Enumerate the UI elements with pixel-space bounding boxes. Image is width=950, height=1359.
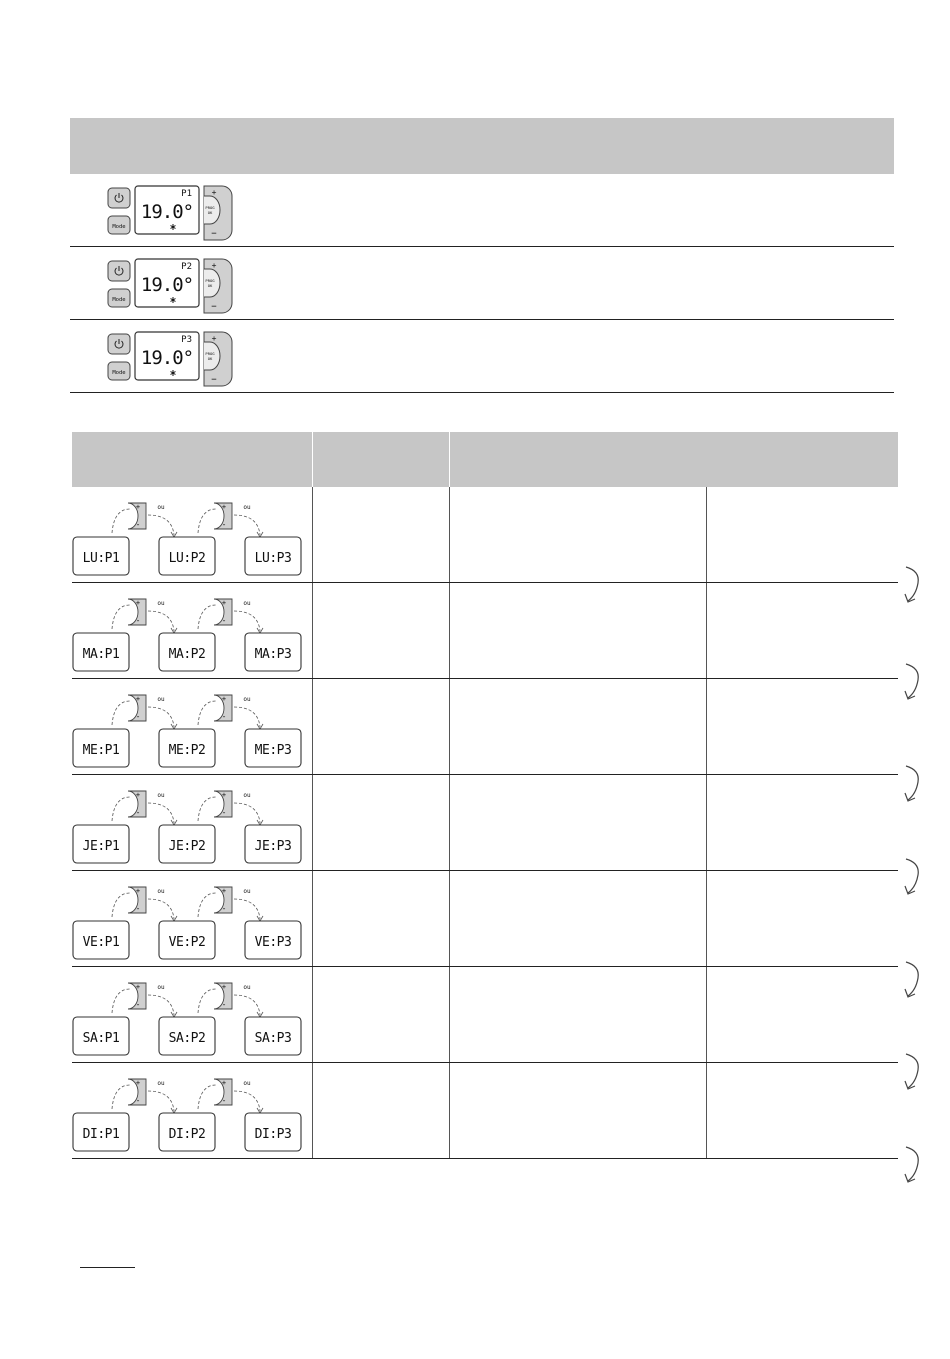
day-row — [72, 775, 898, 871]
svg-text:+: + — [221, 1079, 227, 1087]
curved-arrow-icon — [112, 605, 130, 629]
svg-text:+: + — [135, 983, 141, 991]
day-row — [72, 871, 898, 967]
day-row — [72, 487, 898, 583]
curved-arrow-icon — [198, 893, 216, 917]
curved-arrow-icon — [112, 701, 130, 725]
cycle-arrow-icon — [902, 660, 924, 704]
day-row — [72, 967, 898, 1063]
mode-label: Mode — [112, 224, 126, 230]
svg-text:+: + — [135, 1079, 141, 1087]
svg-text:-: - — [221, 520, 227, 529]
svg-text:+: + — [135, 695, 141, 703]
cycle-arrow-icon — [902, 1143, 924, 1187]
curved-arrow-icon — [198, 701, 216, 725]
program-option-label: JE:P2 — [168, 839, 206, 854]
svg-text:-: - — [135, 520, 141, 529]
program-table — [70, 118, 894, 393]
temperature-readout: 19.0° — [140, 347, 194, 369]
mode-label: Mode — [112, 297, 126, 303]
curved-arrow-icon — [234, 515, 260, 535]
column-divider — [312, 487, 313, 582]
or-label: ou — [243, 792, 251, 799]
program-option-label: VE:P3 — [254, 935, 292, 950]
or-label: ou — [157, 696, 165, 703]
svg-text:-: - — [135, 808, 141, 817]
svg-text:-: - — [221, 712, 227, 721]
svg-text:+: + — [221, 599, 227, 607]
column-divider — [449, 967, 450, 1062]
svg-text:+: + — [135, 791, 141, 799]
curved-arrow-icon — [148, 803, 174, 823]
program-row — [70, 320, 894, 393]
cycle-arrow-icon — [902, 958, 924, 1002]
thermostat-display — [106, 330, 242, 388]
program-option-label: VE:P1 — [82, 935, 120, 950]
or-label: ou — [243, 600, 251, 607]
column-divider — [449, 487, 450, 582]
svg-text:-: - — [135, 616, 141, 625]
column-divider — [312, 871, 313, 966]
curved-arrow-icon — [198, 797, 216, 821]
curved-arrow-icon — [148, 995, 174, 1015]
column-divider — [449, 583, 450, 678]
program-option-label: ME:P1 — [82, 743, 120, 758]
cycle-arrow-icon — [902, 563, 924, 607]
or-label: ou — [157, 792, 165, 799]
or-label: ou — [243, 888, 251, 895]
or-label: ou — [157, 504, 165, 511]
svg-text:+: + — [135, 887, 141, 895]
program-option-label: ME:P2 — [168, 743, 206, 758]
svg-text:-: - — [135, 1000, 141, 1009]
or-label: ou — [157, 888, 165, 895]
temperature-readout: 19.0° — [140, 201, 194, 223]
svg-text:+: + — [135, 599, 141, 607]
thermostat-display — [106, 184, 242, 242]
svg-text:-: - — [221, 1096, 227, 1105]
svg-text:-: - — [135, 1096, 141, 1105]
program-option-label: LU:P1 — [82, 551, 120, 566]
prog-ok-button[interactable]: PROG — [205, 205, 215, 210]
or-label: ou — [157, 600, 165, 607]
day-row — [72, 583, 898, 679]
day-program-selector — [72, 1069, 308, 1155]
or-label: ou — [243, 504, 251, 511]
program-option-label: LU:P2 — [168, 551, 206, 566]
program-option-label: LU:P3 — [254, 551, 292, 566]
svg-text:+: + — [221, 887, 227, 895]
svg-text:+: + — [221, 503, 227, 511]
program-option-label: MA:P2 — [168, 647, 206, 662]
cycle-arrow-icon — [902, 855, 924, 899]
day-program-selector — [72, 685, 308, 771]
day-program-selector — [72, 493, 308, 579]
svg-text:+: + — [135, 503, 141, 511]
day-program-selector — [72, 877, 308, 963]
column-divider — [706, 967, 707, 1062]
plus-button[interactable]: + — [211, 261, 217, 270]
curved-arrow-icon — [112, 1085, 130, 1109]
or-label: ou — [157, 984, 165, 991]
column-divider — [706, 487, 707, 582]
curved-arrow-icon — [112, 797, 130, 821]
column-divider — [449, 679, 450, 774]
column-divider — [706, 871, 707, 966]
curved-arrow-icon — [148, 899, 174, 919]
program-table-header — [70, 118, 894, 174]
prog-ok-label: OK — [207, 283, 213, 288]
day-program-selector — [72, 589, 308, 675]
column-divider — [312, 1063, 313, 1158]
curved-arrow-icon — [198, 605, 216, 629]
curved-arrow-icon — [198, 989, 216, 1013]
column-divider — [706, 1063, 707, 1158]
temperature-readout: 19.0° — [140, 274, 194, 296]
plus-button[interactable]: + — [211, 334, 217, 343]
day-program-selector — [72, 973, 308, 1059]
thermostat-display — [106, 257, 242, 315]
column-divider — [312, 583, 313, 678]
svg-text:+: + — [221, 983, 227, 991]
program-option-label: MA:P3 — [254, 647, 292, 662]
or-label: ou — [243, 1080, 251, 1087]
svg-text:-: - — [221, 808, 227, 817]
column-divider — [706, 583, 707, 678]
day-program-selector — [72, 781, 308, 867]
prog-ok-label: OK — [207, 210, 213, 215]
program-option-label: DI:P1 — [82, 1127, 120, 1142]
column-divider — [312, 775, 313, 870]
curved-arrow-icon — [198, 509, 216, 533]
prog-ok-label: OK — [207, 356, 213, 361]
curved-arrow-icon — [148, 515, 174, 535]
or-label: ou — [157, 1080, 165, 1087]
program-indicator: P2 — [181, 262, 192, 272]
program-option-label: SA:P3 — [254, 1031, 292, 1046]
footnote-rule — [80, 1267, 135, 1268]
svg-text:+: + — [221, 791, 227, 799]
program-row — [70, 247, 894, 320]
program-indicator: P1 — [181, 189, 192, 199]
or-label: ou — [243, 984, 251, 991]
svg-text:-: - — [221, 1000, 227, 1009]
curved-arrow-icon — [112, 509, 130, 533]
program-row — [70, 174, 894, 247]
column-divider — [449, 775, 450, 870]
column-divider — [449, 1063, 450, 1158]
column-divider — [706, 775, 707, 870]
column-divider — [312, 679, 313, 774]
day-row — [72, 679, 898, 775]
program-option-label: VE:P2 — [168, 935, 206, 950]
program-option-label: SA:P1 — [82, 1031, 120, 1046]
day-table-header — [72, 432, 898, 487]
column-divider — [449, 871, 450, 966]
svg-text:-: - — [221, 904, 227, 913]
program-option-label: DI:P2 — [168, 1127, 206, 1142]
curved-arrow-icon — [112, 989, 130, 1013]
curved-arrow-icon — [148, 707, 174, 727]
plus-button[interactable]: + — [211, 188, 217, 197]
curved-arrow-icon — [198, 1085, 216, 1109]
mode-label: Mode — [112, 370, 126, 376]
svg-text:-: - — [135, 712, 141, 721]
curved-arrow-icon — [234, 995, 260, 1015]
curved-arrow-icon — [234, 803, 260, 823]
cycle-arrow-icon — [902, 1050, 924, 1094]
curved-arrow-icon — [234, 611, 260, 631]
curved-arrow-icon — [234, 1091, 260, 1111]
program-indicator: P3 — [181, 335, 192, 345]
svg-text:-: - — [135, 904, 141, 913]
svg-text:+: + — [221, 695, 227, 703]
curved-arrow-icon — [234, 899, 260, 919]
curved-arrow-icon — [234, 707, 260, 727]
minus-button[interactable]: − — [211, 375, 217, 385]
day-row — [72, 1063, 898, 1159]
program-option-label: MA:P1 — [82, 647, 120, 662]
program-option-label: ME:P3 — [254, 743, 292, 758]
or-label: ou — [243, 696, 251, 703]
curved-arrow-icon — [148, 611, 174, 631]
column-divider — [706, 679, 707, 774]
cycle-arrow-icon — [902, 762, 924, 806]
program-option-label: JE:P3 — [254, 839, 292, 854]
svg-text:-: - — [221, 616, 227, 625]
prog-ok-button[interactable]: PROG — [205, 278, 215, 283]
day-table — [72, 432, 898, 1159]
program-option-label: JE:P1 — [82, 839, 120, 854]
minus-button[interactable]: − — [211, 229, 217, 239]
minus-button[interactable]: − — [211, 302, 217, 312]
column-divider — [312, 967, 313, 1062]
program-option-label: SA:P2 — [168, 1031, 206, 1046]
curved-arrow-icon — [148, 1091, 174, 1111]
program-option-label: DI:P3 — [254, 1127, 292, 1142]
prog-ok-button[interactable]: PROG — [205, 351, 215, 356]
curved-arrow-icon — [112, 893, 130, 917]
